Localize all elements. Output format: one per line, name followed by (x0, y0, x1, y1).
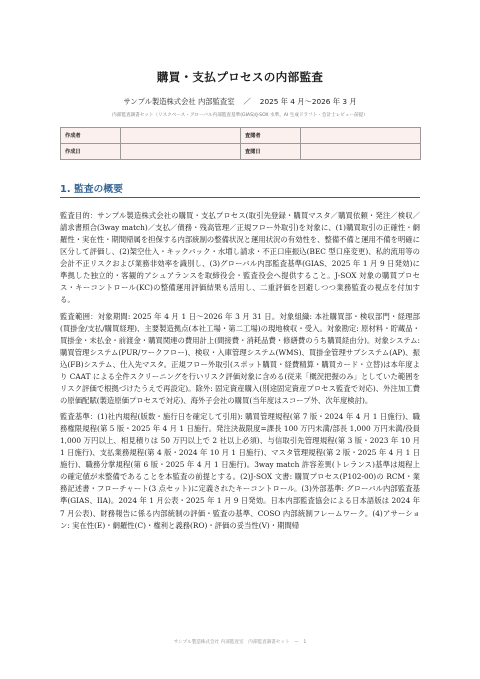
reviewer-label: 査閲者 (241, 128, 301, 144)
paragraph-audit-scope: 監査範囲：対象期間: 2025 年 4 月 1 日〜2026 年 3 月 31 日。対象組織: 本社購買部・検収部門・経理部(買掛金/支払/購買経理)、主要製造拠点(本社工場・第二工場)の現地検収・受入。対象勘定: 原材料・貯蔵品・買掛金・未払金・前渡金・購買関連の費用計上(間接費・消耗品費・修繕費のうち購買経由分)。対象システム: 購買管理システム(PUR/ワークフロー)、検収・入庫管理システム(WMS)、買掛金管理サブシステム(AP)、振込(FB)システム、仕入先マスタ。正規フロー外取引(スポット購買・経費精算・購買カード・立替)は本年度より CAAT による全件スクリーニングを行いリスク評価対象に含める(従来「概況把握のみ」としていた範囲をリスク評価で根拠づけたうえで再設定)。除外: 固定資産購入(別途固定資産プロセス監査で対応)、外注加工費の原価配賦(製造原価プロセスで対応)、海外子会社の購買(当年度はスコープ外、次年度検討)。 (60, 311, 420, 405)
created-date-label: 作成日 (61, 144, 121, 160)
page-number: 1 (303, 640, 307, 645)
author-label: 作成者 (61, 128, 121, 144)
section-divider (60, 197, 420, 198)
reviewer-value-field (301, 128, 421, 144)
paragraph-audit-criteria: 監査基準：(1)社内規程(版数・施行日を確定して引用): 購買管理規程(第 7 版・2024 年 4 月 1 日施行)、職務権限規程(第 5 版・2025 年 4 月 1 日施行。発注決裁限度=課長 100 万円未満/部長 1,000 万円未満/役員 1,000 万円以上、相見積りは 50 万円以上で 2 社以上必須)、与信取引先管理規程(第 3 版・2023 年 10 月 1 日施行)、支払業務規程(第 4 版・2024 年 10 月 1 日施行)、マスタ管理規程(第 2 版・2025 年 4 月 1 日施行)、職務分掌規程(第 6 版・2025 年 4 月 1 日施行)。3way match 許容差異(トレランス)基準は規程上の確定値が未整備であることを本監査の前提とする。(2)J-SOX 文書: 購買プロセス(P102-00)の RCM・業務記述書・フローチャート(3 点セット)に定義されたキーコントロール。(3)外部基準: グローバル内部監査基準(GIAS、IIA)。2024 年 1 月公表・2025 年 1 月 9 日発効。日本内部監査協会による日本語版は 2024 年 7 月公表)、財務報告に係る内部統制の評価・監査の基準、COSO 内部統制フレームワーク。(4)アサーション: 実在性(E)・網羅性(C)・権利と義務(RO)・評価の妥当性(V)・期間帰 (60, 412, 420, 530)
footer-text: サンプル製造株式会社 内部監査室 内部監査調書セット — (173, 640, 304, 645)
review-date-label: 査閲日 (241, 144, 301, 160)
approval-row-date (61, 144, 421, 160)
approval-table (60, 127, 421, 160)
approval-row-author (61, 128, 421, 144)
paragraph-audit-objective: 監査目的：サンプル製造株式会社の購買・支払プロセス(取引先登録・購買マスタ／購買依頼・発注／検収／請求書照合(3way match)／支払／債務・残高管理／正規フロー外取引)を対象に、(1)購買取引の正確性・網羅性・実在性・期間帰属を担保する内部統制の整備状況と運用状況の有効性を、整備不備と運用不備を明確に区分して評価し、(2)架空仕入・キックバック・水増し請求・不正口座振込(BEC 型口座変更)、私的流用等の会計不正リスクおよび業務非効率を識別し、(3)グローバル内部監査基準(GIAS、2025 年 1 月 9 日発効)に準拠した独立的・客観的アシュアランスを取締役会・監査役会へ提供すること。J-SOX 対象の購買プロセス・キーコントロール(KC)の整備運用評価結果も活用し、二重評価を回避しつつ業務監査の視点を付加する。 (60, 211, 420, 305)
section-heading: 1. 監査の概要 (60, 184, 123, 195)
page-footer (0, 639, 480, 645)
review-date-value-field (301, 144, 421, 160)
subtitle-separator: ／ (243, 97, 251, 106)
audit-period: 2025 年 4 月〜2026 年 3 月 (259, 97, 357, 106)
author-value-field (121, 128, 241, 144)
created-date-value-field (121, 144, 241, 160)
page-title: 購買・支払プロセスの内部監査 (156, 70, 324, 84)
organization-name: サンプル製造株式会社 内部監査室 (123, 97, 235, 106)
section-body (60, 210, 420, 536)
document-note: 内部監査調書セット（リスクベース・グローバル内部監査基準(GIAS)/J-SOX 水準。AI 生成ドラフト・会計士レビュー前提） (112, 113, 368, 118)
page-subtitle (0, 97, 480, 107)
